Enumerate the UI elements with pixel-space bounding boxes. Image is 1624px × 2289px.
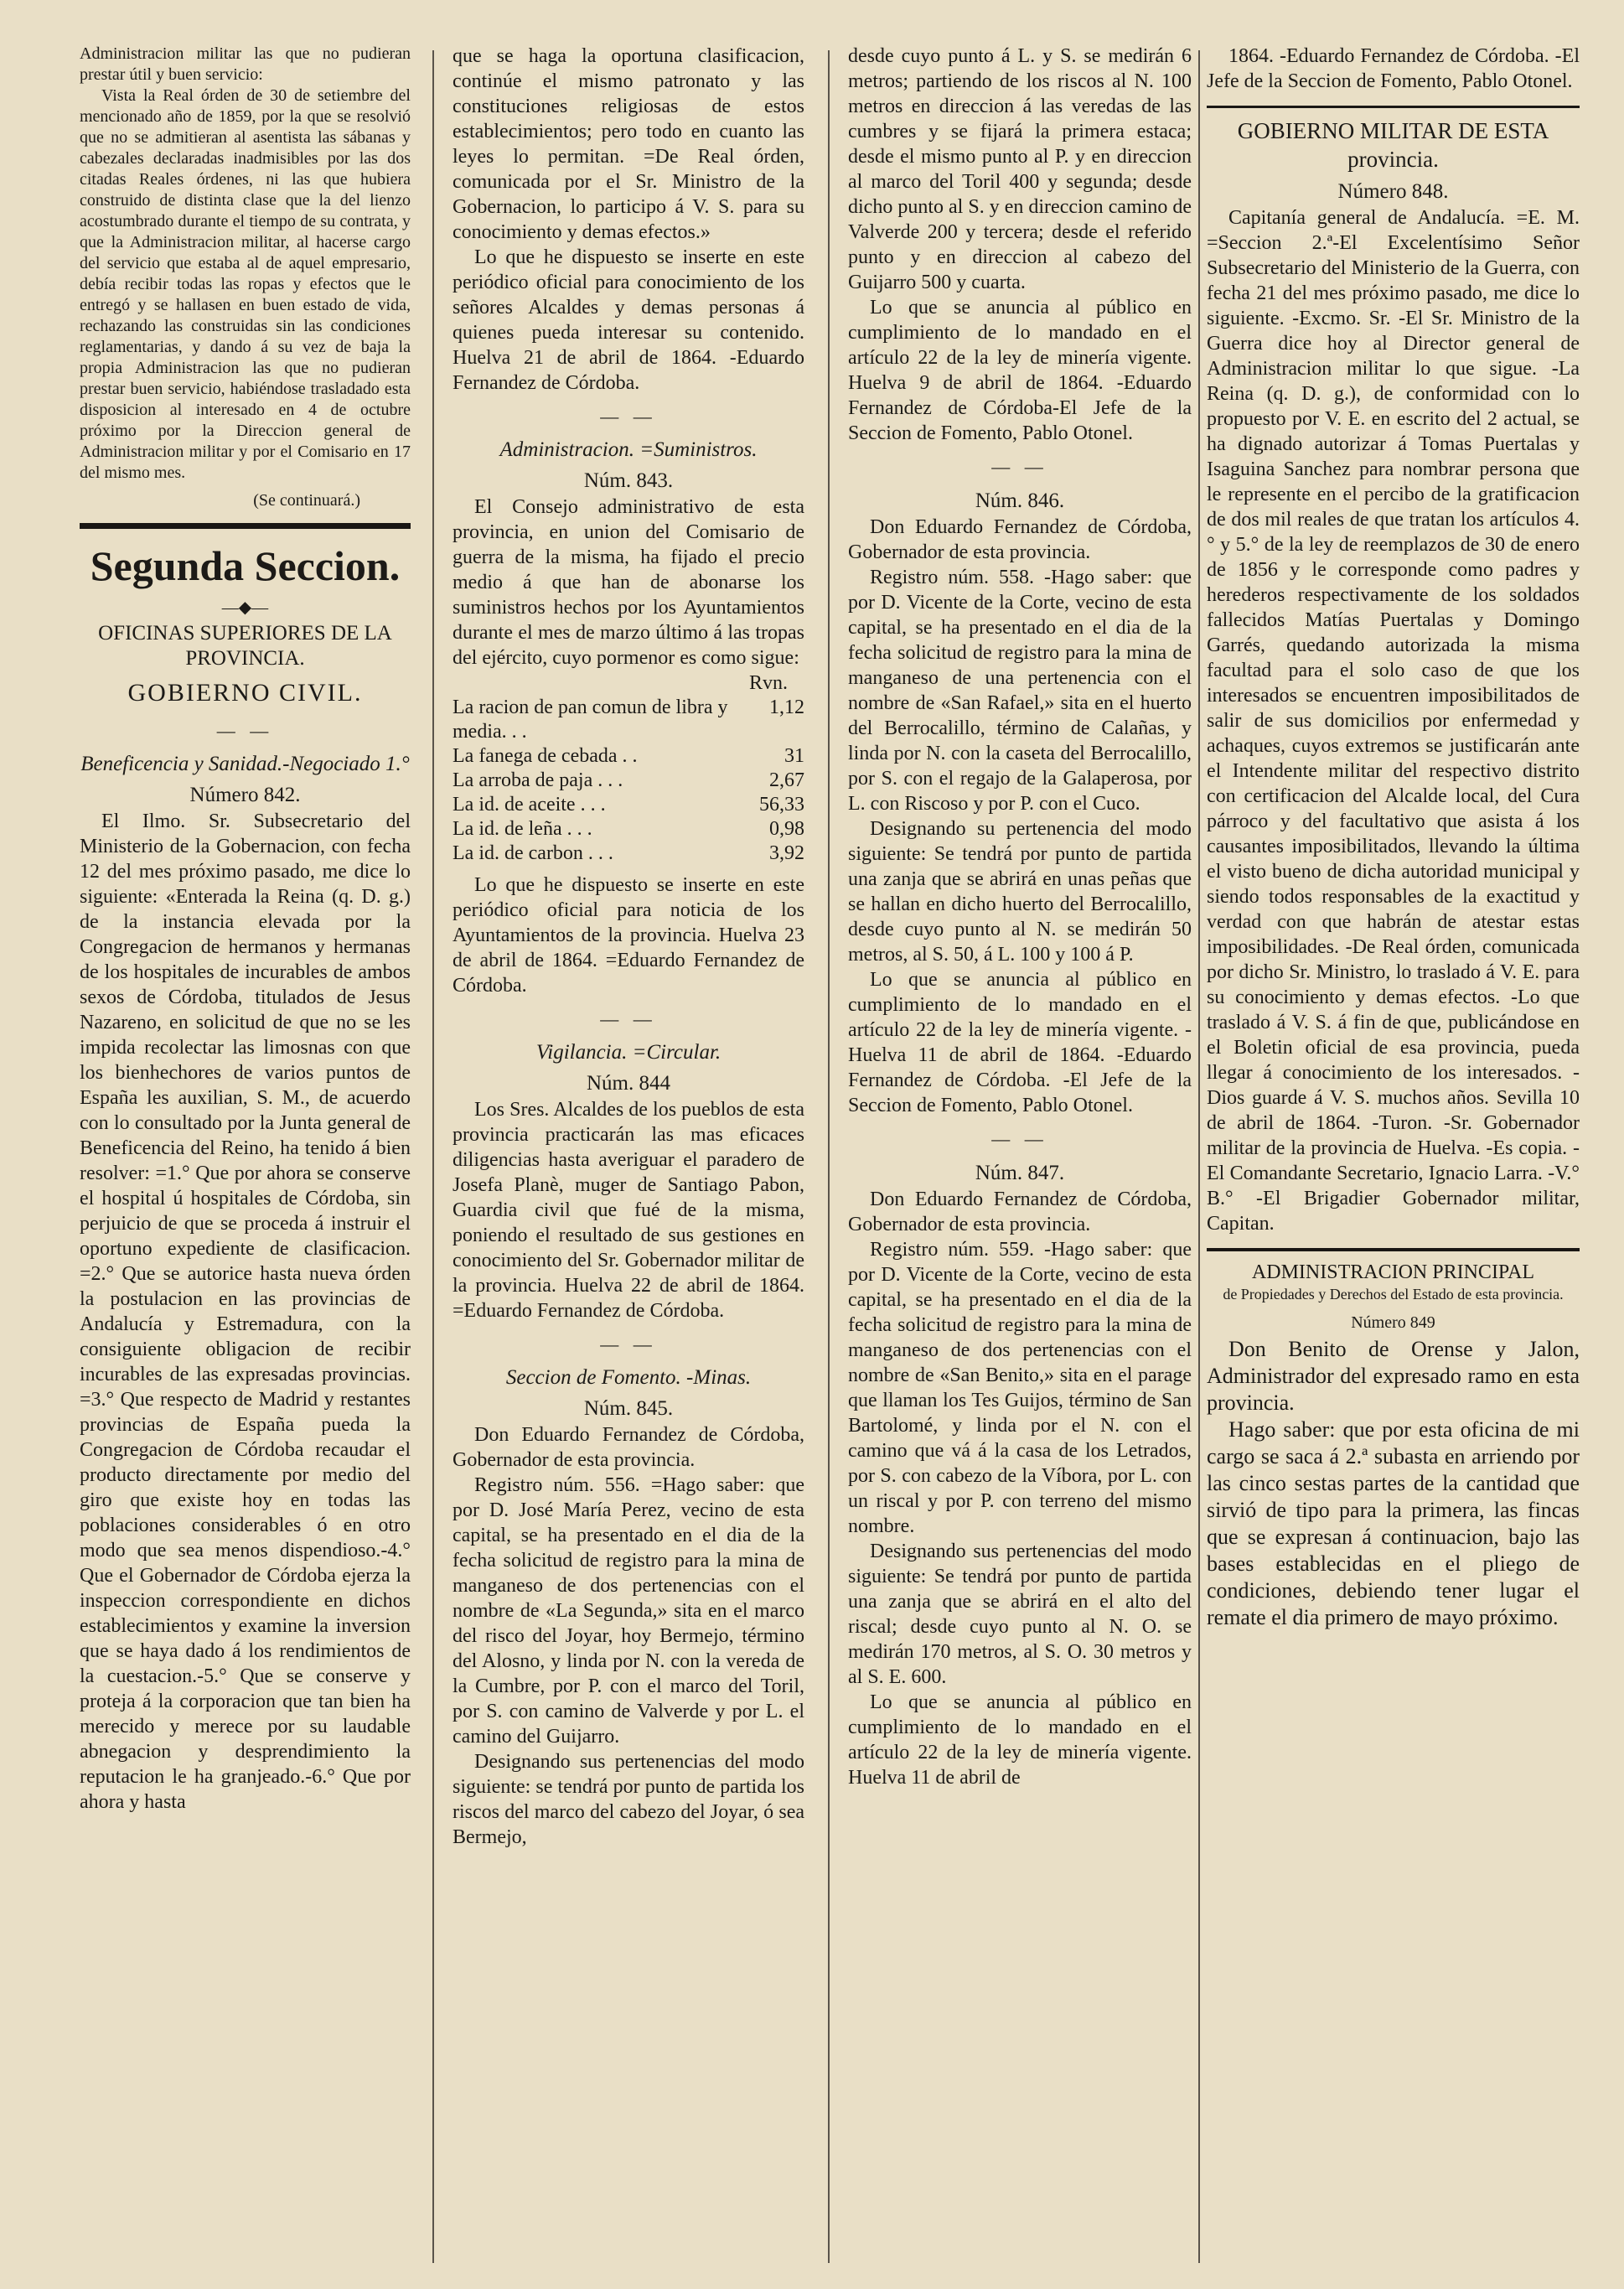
section-title: Segunda Seccion. bbox=[90, 542, 401, 589]
separator: — — bbox=[600, 1334, 657, 1354]
table-item: La id. de carbon . . . bbox=[453, 842, 613, 864]
heading-admin-principal: ADMINISTRACION PRINCIPAL bbox=[1251, 1261, 1535, 1283]
notice-number: Núm. 847. bbox=[975, 1162, 1065, 1184]
paragraph: Designando su pertenencia del modo siguiente: Se tendrá por punto de partida una zanja que se abrirá en unas peñas que se hallan en dicho huerto del Berrocalillo, desde cuyo punto al N. se medirán 50 metros, al S. 50, á L. 100 y 100 á P. bbox=[848, 818, 1192, 966]
heading-gobierno-civil: GOBIERNO CIVIL. bbox=[127, 679, 363, 707]
table-value: 3,92 bbox=[769, 842, 804, 864]
subheading-administracion: Administracion. =Suministros. bbox=[499, 438, 758, 461]
separator: — — bbox=[216, 720, 274, 741]
separator: — — bbox=[600, 406, 657, 427]
section-rule bbox=[80, 523, 411, 529]
paragraph: desde cuyo punto á L. y S. se medirán 6 metros; partiendo de los riscos al N. 100 metros en direccion á las veredas de las cumbres y se fijará la primera estaca; desde el mismo punto al P. y en direccion al marco del Toril 400 y segunda; desde dicho punto al S. y en direccion camino de Valverde 200 y tercera; desde el referido punto y en direccion al cabezo del Guijarro 500 y cuarta. bbox=[848, 45, 1192, 293]
paragraph: Lo que se anuncia al público en cumplimiento de lo mandado en el artículo 22 de la ley de minería vigente. Huelva 11 de abril de bbox=[848, 1691, 1192, 1789]
column-rule bbox=[432, 50, 434, 2263]
notice-number: Núm. 846. bbox=[975, 489, 1065, 512]
prices-table bbox=[453, 696, 804, 866]
column-3 bbox=[848, 44, 1192, 1790]
paragraph: Lo que he dispuesto se inserte en este periódico oficial para noticia de los Ayuntamientos de la provincia. Huelva 23 de abril de 1864. =Eduardo Fernandez de Córdoba. bbox=[453, 874, 804, 997]
table-item: La fanega de cebada . . bbox=[453, 745, 638, 767]
notice-number: Número 842. bbox=[189, 784, 301, 806]
column-rule bbox=[828, 50, 830, 2263]
table-item: La arroba de paja . . . bbox=[453, 769, 623, 791]
paragraph: Administracion militar las que no pudieran prestar útil y buen servicio: bbox=[80, 44, 411, 84]
separator: — — bbox=[991, 1128, 1048, 1149]
table-row bbox=[453, 793, 804, 817]
table-value: 56,33 bbox=[759, 794, 804, 816]
column-4 bbox=[1207, 44, 1580, 1631]
section-rule bbox=[1207, 1248, 1580, 1251]
paragraph: Don Eduardo Fernandez de Córdoba, Gobernador de esta provincia. bbox=[848, 1189, 1192, 1235]
paragraph: Designando sus pertenencias del modo siguiente: Se tendrá por punto de partida una zanja que se abrirá en el alto del riscal; desde cuyo punto al N. O. se medirán 170 metros, al S. O. 30 metros y al S. E. 600. bbox=[848, 1541, 1192, 1688]
paragraph: Lo que he dispuesto se inserte en este periódico oficial para conocimiento de los señores Alcaldes y demas personas á quienes pueda interesar su contenido. Huelva 21 de abril de 1864. -Eduardo Fernandez de Córdoba. bbox=[453, 246, 804, 394]
table-row bbox=[453, 769, 804, 793]
paragraph: El Consejo administrativo de esta provincia, en union del Comisario de guerra de la misma, ha fijado el precio medio á que han de abonarse los suministros hechos por los Ayuntamientos durante el mes de marzo último á las tropas del ejército, cuyo pormenor es como sigue: bbox=[453, 496, 804, 669]
table-value: 31 bbox=[784, 745, 804, 767]
table-row bbox=[453, 817, 804, 842]
table-value: 0,98 bbox=[769, 818, 804, 840]
notice-number: Núm. 844 bbox=[587, 1072, 670, 1095]
subheading-beneficencia: Beneficencia y Sanidad.-Negociado 1.° bbox=[80, 753, 410, 775]
notice-number: Número 848. bbox=[1337, 180, 1449, 203]
paragraph: Capitanía general de Andalucía. =E. M. =Seccion 2.ª-El Excelentísimo Señor Subsecretario del Ministerio de la Guerra, con fecha 21 del mes próximo pasado, me dice lo siguiente. -Excmo. Sr. -El Sr. Ministro de la Guerra dice hoy al Director general de Administracion militar lo que sigue. -La Reina (q. D. g.), de conformidad con lo propuesto por V. E. en escrito del 2 actual, se ha dignado autorizar á Tomas Puertalas y Isaguina Sanchez para nombrar persona que le represente en el percibo de la gratificacion de dos mil reales de que tratan los artículos 4.° y 5.° de la ley de reemplazos de 30 de enero de 1856 y le corresponde como padres y herederos respectivamente de los soldados fallecidos Matías Puertalas y Domingo Garrés, quedando autorizada la misma facultad para el solo caso de que los interesados se encuentren imposibilitados de salir de sus domicilios por enfermedad y achaques, cuyos extremos se justificarán ante el Intendente militar del respectivo distrito con certificacion del Alcalde local, del Cura párroco y del facultativo que asista á los causantes imposibilitados, llevando la última el visto bueno de dicha autoridad municipal y siendo todos responsables de la exactitud y verdad con que habrán de atestar estas imposibilidades. -De Real órden, comunicada por dicho Sr. Ministro, lo traslado á V. E. para su conocimiento y demas efectos. -Lo que traslado á V. S. á fin de que, publicándose en el Boletin oficial de esa provincia, pueda llegar á conocimiento de los interesados. -Dios guarde á V. S. muchos años. Sevilla 10 de abril de 1864. -Turon. -Sr. Gobernador militar de la provincia de Huelva. -Es copia. -El Comandante Secretario, Ignacio Larra. -V.° B.° -El Brigadier Gobernador militar, Capitan. bbox=[1207, 207, 1580, 1235]
table-row bbox=[453, 744, 804, 769]
paragraph: Lo que se anuncia al público en cumplimiento de lo mandado en el artículo 22 de la ley de minería vigente. Huelva 9 de abril de 1864. -Eduardo Fernandez de Córdoba-El Jefe de la Seccion de Fomento, Pablo Otonel. bbox=[848, 297, 1192, 444]
paragraph: que se haga la oportuna clasificacion, continúe el mismo patronato y las constituciones religiosas de estos establecimientos; pero todo en cuanto las leyes lo permitan. =De Real órden, comunicada por el Sr. Ministro de la Gobernacion, lo participo á V. S. para su conocimiento y demas efectos.» bbox=[453, 45, 804, 243]
paragraph: Designando sus pertenencias del modo siguiente: se tendrá por punto de partida los riscos del marco del cabezo del Joyar, ó sea Bermejo, bbox=[453, 1751, 804, 1848]
table-item: La racion de pan comun de libra y media. . . bbox=[453, 697, 728, 743]
ornament: —◆— bbox=[221, 598, 269, 617]
paragraph: Los Sres. Alcaldes de los pueblos de esta provincia practicarán las mas eficaces diligencias hasta averiguar el paradero de Josefa Planè, muger de Santiago Pabon, Guardia civil que fué de la misma, poniendo el resultado de sus gestiones en conocimiento del Sr. Gobernador militar de la provincia. Huelva 22 de abril de 1864. =Eduardo Fernandez de Córdoba. bbox=[453, 1099, 804, 1322]
paragraph: Don Eduardo Fernandez de Córdoba, Gobernador de esta provincia. bbox=[453, 1424, 804, 1471]
paragraph: Registro núm. 558. -Hago saber: que por D. Vicente de la Corte, vecino de esta capital, se ha presentado en el dia de la fecha solicitud de registro para la mina de manganeso de una pertenencia con el nombre de «San Rafael,» sita en el huerto del Berrocalillo, término de Calañas, y linda por N. con la caseta del Berrocalillo, por S. con el regajo de la Galaperosa, por L. con Riscoso y por P. con el Cuco. bbox=[848, 567, 1192, 815]
table-row bbox=[453, 842, 804, 866]
paragraph: El Ilmo. Sr. Subsecretario del Ministerio de la Gobernacion, con fecha 12 del mes próximo pasado, me dice lo siguiente: «Enterada la Reina (q. D. g.) de la instancia elevada por la Congregacion de hermanos y hermanas de los hospitales de incurables de ambos sexos de Córdoba, titulados de Jesus Nazareno, en solicitud de que no se les impida recolectar las limosnas con que los bienhechores de varios puntos de España les auxilian, S. M., de acuerdo con lo consultado por la Junta general de Beneficencia del Reino, ha tenido á bien resolver: =1.° Que por ahora se conserve el hospital ú hospitales de Córdoba, sin perjuicio de que se proceda á instruir el oportuno expediente de clasificacion. =2.° Que se autorice hasta nueva órden la postulacion en las provincias de Andalucía y Estremadura, con la consiguiente obligacion de recibir incurables de las expresadas provincias. =3.° Que respecto de Madrid y restantes provincias de España pueda la Congregacion de Córdoba recaudar el producto directamente por medio del giro que existe hoy en todas las poblaciones considerables ó en otro modo que sea menos dispendioso.-4.° Que el Gobernador de Córdoba ejerza la inspeccion correspondiente en dichos establecimientos y examine la inversion que se haya dado á los rendimientos de la cuestacion.-5.° Que se conserve y proteja á la corporacion que tan bien ha merecido y merece por su laudable abnegacion y desprendimiento la reputacion le ha granjeado.-6.° Que por ahora y hasta bbox=[80, 810, 411, 1813]
table-item: La id. de aceite . . . bbox=[453, 794, 606, 816]
paragraph: 1864. -Eduardo Fernandez de Córdoba. -El Jefe de la Seccion de Fomento, Pablo Otonel. bbox=[1207, 45, 1580, 92]
subheading-admin: de Propiedades y Derechos del Estado de esta provincia. bbox=[1223, 1286, 1564, 1302]
heading-oficinas: OFICINAS SUPERIORES DE LA PROVINCIA. bbox=[98, 622, 392, 670]
notice-number: Núm. 843. bbox=[583, 469, 674, 492]
subheading-fomento: Seccion de Fomento. -Minas. bbox=[505, 1366, 752, 1389]
paragraph: Registro núm. 556. =Hago saber: que por D. José María Perez, vecino de esta capital, se ha presentado en el dia de la fecha solicitud de registro para la mina de manganeso de dos pertenencias con el nombre de «La Segunda,» sita en el marco del risco del Joyar, hoy Bermejo, término del Alosno, y linda por N. con la vereda de la Cumbre, por P. con el marco del Toril, por S. con camino de Valverde y por L. el camino del Guijarro. bbox=[453, 1474, 804, 1748]
paragraph: Hago saber: que por esta oficina de mi cargo se saca á 2.ª subasta en arriendo por las cinco sestas partes de la cantidad que sirvió de tipo para la primera, las fincas que se expresan á continuacion, bajo las bases establecidas en el pliego de condiciones, debiendo tener lugar el remate el dia primero de mayo próximo. bbox=[1207, 1417, 1580, 1629]
paragraph: Lo que se anuncia al público en cumplimiento de lo mandado en el artículo 22 de la ley de minería vigente. -Huelva 11 de abril de 1864. -Eduardo Fernandez de Córdoba. -El Jefe de la Seccion de Fomento, Pablo Otonel. bbox=[848, 969, 1192, 1116]
column-rule bbox=[1198, 50, 1200, 2263]
notice-number: Núm. 845. bbox=[583, 1397, 674, 1420]
paragraph: Vista la Real órden de 30 de setiembre del mencionado año de 1859, por la que se resolvió que no se admitieran al asentista las sábanas y cabezales declaradas inadmisibles por las dos citadas Reales órdenes, ni las que hubiera construido de distinta clase que la del lienzo acostumbrado durante el tiempo de su contrata, y que la Administracion militar, al hacerse cargo del servicio que estaba al de aquel empresario, debía recibir todas las ropas y efectos que le entregó y se hallasen en buen estado de vida, rechazando las construidas sin las condiciones reglamentarias, y dando á su vez de baja la propia Administracion las que no pudieran prestar buen servicio, habiéndose trasladado esta disposicion al interesado en 4 de octubre próximo por la Direccion general de Administracion militar y por el Comisario en 17 del mismo mes. bbox=[80, 86, 411, 482]
table-value: 2,67 bbox=[769, 769, 804, 791]
continued-note: (Se continuará.) bbox=[253, 491, 360, 510]
column-1 bbox=[80, 44, 411, 1815]
separator: — — bbox=[991, 456, 1048, 477]
paragraph: Don Benito de Orense y Jalon, Administrador del expresado ramo en esta provincia. bbox=[1207, 1337, 1580, 1415]
column-2 bbox=[453, 44, 804, 1850]
separator: — — bbox=[600, 1008, 657, 1029]
section-rule bbox=[1207, 106, 1580, 108]
notice-number: Número 849 bbox=[1351, 1313, 1435, 1332]
subheading-vigilancia: Vigilancia. =Circular. bbox=[535, 1041, 721, 1064]
table-item: La id. de leña . . . bbox=[453, 818, 592, 840]
paragraph: Don Eduardo Fernandez de Córdoba, Gobernador de esta provincia. bbox=[848, 516, 1192, 563]
heading-gobierno-militar: GOBIERNO MILITAR DE ESTA provincia. bbox=[1237, 118, 1549, 172]
table-row bbox=[453, 696, 804, 744]
currency-label: Rvn. bbox=[748, 672, 788, 694]
table-value: 1,12 bbox=[769, 697, 804, 718]
paragraph: Registro núm. 559. -Hago saber: que por D. Vicente de la Corte, vecino de esta capital, se ha presentado en el dia de la fecha solicitud de registro para la mina de manganeso de dos pertenencias con el nombre de «San Benito,» sita en el parage que llaman los Tes Guijos, término de San Bartolomé, y linda por el N. con el camino que vá á la casa de los Letrados, por S. con cabezo de la Víbora, por L. con un riscal y por P. con terreno del mismo nombre. bbox=[848, 1239, 1192, 1537]
